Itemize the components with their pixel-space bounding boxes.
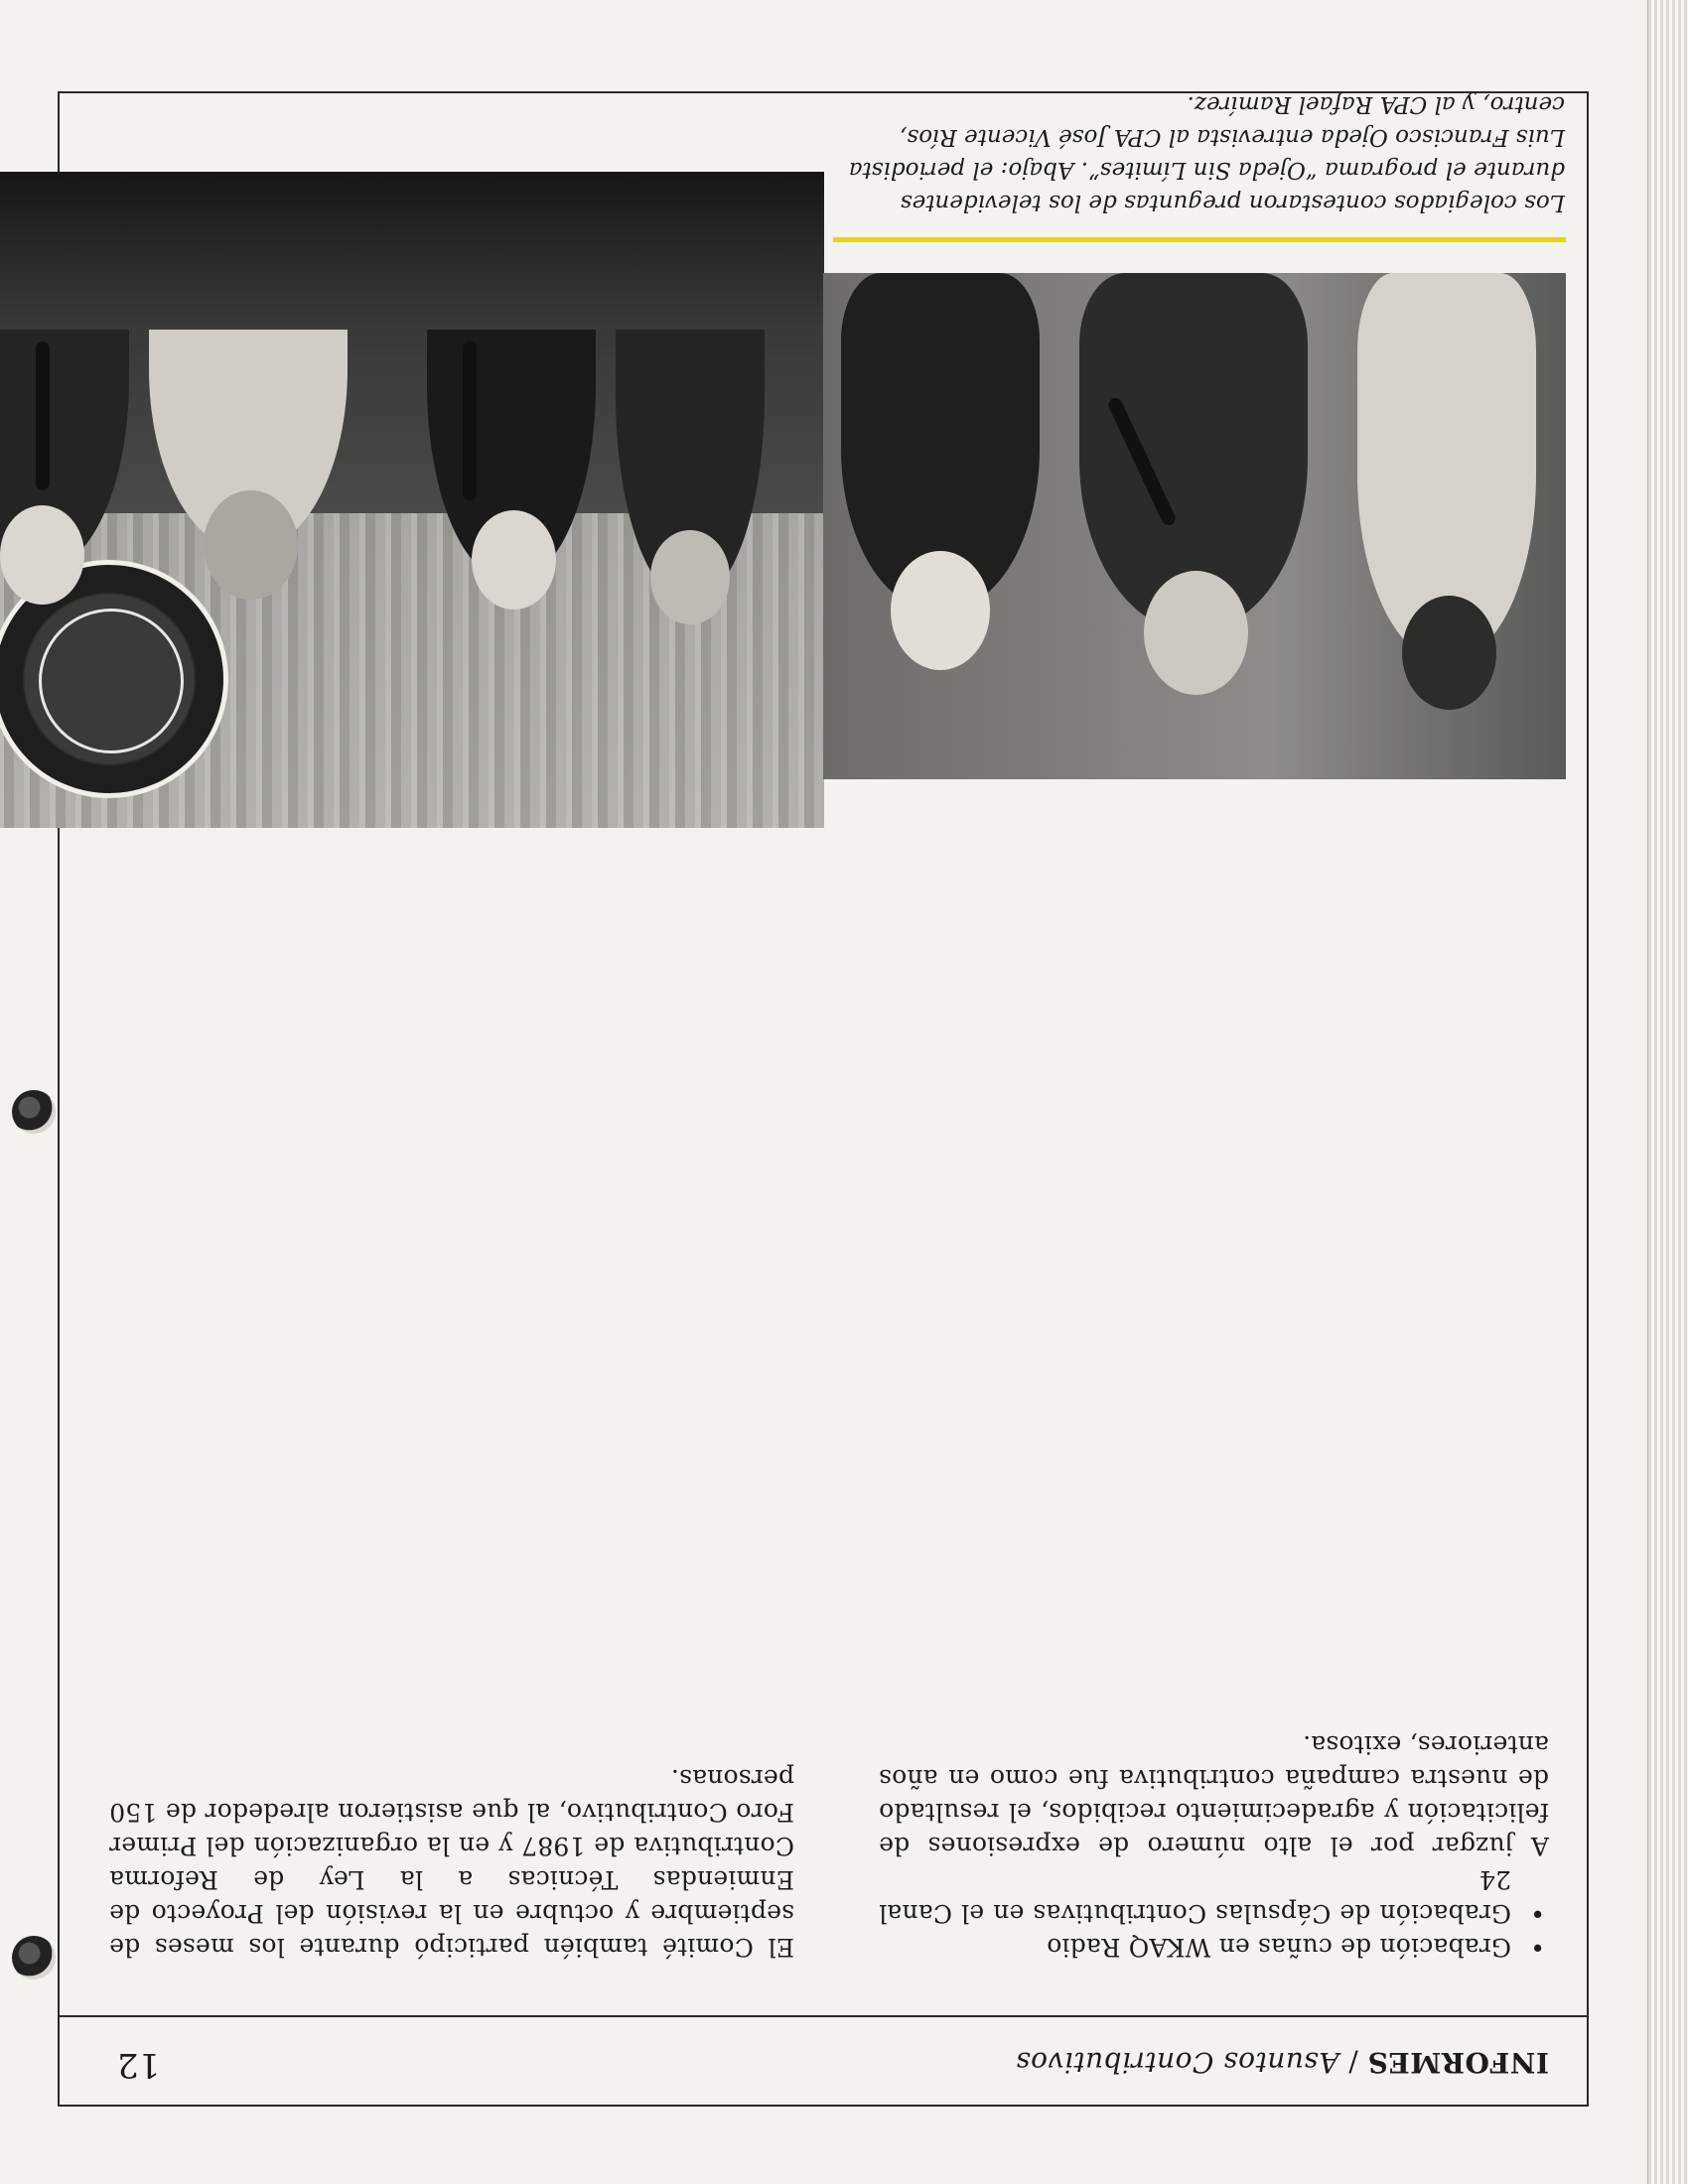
page-number: 12 (117, 2045, 161, 2085)
person-head (1402, 596, 1496, 710)
microphone (463, 341, 477, 500)
list-item-text: Grabación de Cápsulas Contributivas en el Canal 24 (879, 1865, 1511, 1928)
bullet-icon: • (1530, 1933, 1545, 1962)
page-header (60, 2015, 1587, 2105)
list-item (879, 1930, 1549, 1964)
list-item-text: Grabación de cuñas en WKAQ Radio (1047, 1933, 1511, 1962)
person-head (204, 490, 298, 600)
photo-panel-interview (823, 273, 1566, 779)
seal-emblem (39, 609, 184, 753)
person-head (0, 505, 84, 605)
binder-hole (12, 1936, 56, 1979)
right-column (109, 1761, 794, 1964)
person-head (650, 530, 730, 624)
list-item (879, 1862, 1549, 1930)
left-column (879, 1727, 1549, 1964)
studio-desk (0, 172, 824, 330)
page-frame (58, 91, 1589, 2107)
photo-caption: Los colegiados contestaron preguntas de los televidentes durante el programa “Ojeda Sin Límites”. Abajo: el periodista Luis Francisco Ojeda entrevista al CPA José Vicente Ríos, centro, y al CPA Rafael Ramírez. (848, 91, 1565, 215)
page-edges (1647, 0, 1688, 2184)
caption-accent-rule (833, 237, 1566, 242)
person-head (472, 510, 556, 610)
microphone (36, 341, 50, 490)
binder-hole (12, 1090, 56, 1134)
rotated-page-content (60, 93, 1587, 2105)
person-head (1144, 571, 1248, 695)
running-head (1016, 2046, 1549, 2079)
section-title: INFORMES (1367, 2046, 1549, 2079)
person-head (891, 551, 990, 670)
header-separator: / (1338, 2046, 1368, 2079)
photo-panel-broadcast (0, 172, 824, 828)
paragraph: El Comité también participó durante los meses de septiembre y octubre en la revisión del Proyecto de Enmiendas Técnicas a la Ley de Reforma Contributiva de 1987 y en la organización del Primer Foro Contributivo, al que asistieron alrededor de 150 personas. (109, 1764, 794, 1962)
bullet-icon: • (1530, 1899, 1545, 1928)
subsection-title: Asuntos Contributivos (1015, 2046, 1339, 2079)
paragraph: A juzgar por el alto número de expresiones de felicitación y agradecimiento recibidos, el resultado de nuestra campaña contributiva fue como en años anteriores, exitosa. (879, 1730, 1549, 1860)
